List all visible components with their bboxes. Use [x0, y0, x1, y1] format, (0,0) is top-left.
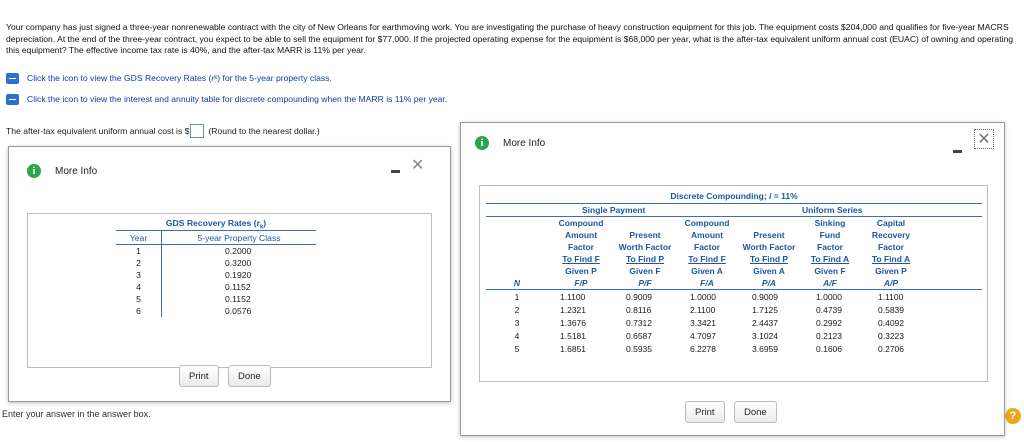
gds-link-var[interactable]: r: [211, 73, 215, 83]
factor-symbol: A/P: [883, 278, 899, 288]
factor-symbol: P/F: [638, 278, 652, 288]
window-header: [9, 151, 450, 191]
subheader-line: To Find F: [562, 254, 600, 264]
year-cell: 5: [116, 293, 162, 305]
header-line: Factor: [878, 242, 904, 252]
minimize-icon[interactable]: [391, 170, 400, 173]
caption-post: ): [263, 218, 267, 228]
value-cell: 3.3421: [690, 317, 716, 328]
value-cell: 0.9009: [752, 291, 778, 302]
header-line: Amount: [564, 230, 598, 240]
value-cell: 0.5839: [878, 304, 904, 315]
value-cell: 0.2123: [816, 330, 842, 341]
subheader-line: To Find P: [749, 254, 789, 264]
value-cell: 1.1100: [560, 291, 586, 302]
value-cell: 0.1606: [816, 343, 842, 354]
subheader-line: Given A: [691, 266, 723, 276]
value-cell: 0.3223: [878, 330, 904, 341]
header-ap: [860, 217, 922, 253]
subheader-line: To Find P: [625, 254, 665, 264]
window-title: More Info: [55, 165, 98, 177]
header-line: Compound: [558, 218, 604, 228]
footer-instruction: Enter your answer in the answer box.: [2, 409, 151, 419]
year-cell: 2: [116, 257, 162, 269]
rate-cell: 0.3200: [225, 258, 252, 268]
table-row: [116, 305, 316, 317]
value-cell: 1.6851: [560, 343, 586, 354]
value-cell: 4.7097: [690, 330, 716, 341]
year-cell: 6: [116, 305, 162, 317]
rate-cell: 0.1152: [225, 282, 251, 292]
n-cell: 2: [514, 304, 520, 315]
gds-link-pre[interactable]: Click the icon to view the GDS Recovery Rates (: [27, 73, 212, 83]
info-icon: i: [475, 136, 489, 150]
year-cell: 1: [116, 245, 162, 257]
factor-symbol: P/A: [761, 278, 777, 288]
subheader-line: To Find A: [871, 254, 911, 264]
question-prefix: The after-tax equivalent uniform annual cost is $: [6, 126, 190, 136]
gds-link-sub[interactable]: k: [214, 75, 218, 81]
value-cell: 1.0000: [690, 291, 716, 302]
header-line: Recovery: [871, 230, 911, 240]
header-pf: [614, 217, 676, 253]
rate-cell: 0.1920: [225, 270, 252, 280]
subheader-line: To Find F: [688, 254, 726, 264]
view-table-icon[interactable]: [6, 73, 19, 84]
value-cell: 0.5935: [626, 343, 652, 354]
table-row: [486, 303, 982, 316]
interest-table-link[interactable]: [6, 92, 447, 106]
question-suffix: (Round to the nearest dollar.): [208, 126, 320, 136]
factor-symbol: F/P: [574, 278, 588, 288]
header-row: [486, 217, 982, 253]
n-label: N: [513, 278, 521, 288]
group-uniform-series: Uniform Series: [802, 205, 863, 215]
value-cell: 0.9009: [626, 291, 652, 302]
gds-link-post[interactable]: ) for the 5-year property class.: [217, 73, 332, 83]
value-cell: 1.5181: [560, 330, 586, 341]
subheader-row: [486, 253, 982, 290]
header-line: Capital: [876, 218, 906, 228]
print-button[interactable]: Print: [179, 365, 219, 387]
header-line: Factor: [694, 242, 720, 252]
value-cell: 1.2321: [560, 304, 586, 315]
close-icon[interactable]: ✕: [974, 129, 994, 149]
subheader-line: To Find A: [810, 254, 850, 264]
subheader-line: Given P: [565, 266, 597, 276]
header-line: Worth Factor: [618, 242, 672, 252]
rate-cell: 0.0576: [225, 306, 252, 316]
n-cell: 3: [514, 317, 520, 328]
table-row: [116, 269, 316, 281]
discrete-compounding-table: [486, 191, 982, 355]
value-cell: 0.2706: [878, 343, 904, 354]
caption-var: r: [256, 218, 260, 228]
subheader-af: [800, 253, 860, 289]
table-row: [116, 293, 316, 305]
gds-recovery-table: [116, 218, 316, 317]
value-cell: 1.0000: [816, 291, 842, 302]
subheader-line: Given P: [875, 266, 907, 276]
header-line: Present: [753, 230, 785, 240]
header-af: [800, 217, 860, 253]
subheader-fp: [548, 253, 614, 289]
value-cell: 3.1024: [752, 330, 778, 341]
table-row: [486, 290, 982, 303]
header-fa: [676, 217, 738, 253]
header-pa: [738, 217, 800, 253]
value-cell: 0.2992: [816, 317, 842, 328]
caption-sub: k: [259, 224, 264, 231]
title-pre: Discrete Compounding;: [670, 191, 770, 201]
title-post: = 11%: [771, 191, 798, 201]
subheader-pf: [614, 253, 676, 289]
rate-cell: 0.2000: [225, 246, 252, 256]
header-fp: [548, 217, 614, 253]
col-year: Year: [116, 231, 162, 244]
print-button[interactable]: Print: [685, 401, 725, 423]
value-cell: 0.4092: [878, 317, 904, 328]
header-line: Factor: [568, 242, 594, 252]
n-cell: 5: [514, 343, 520, 354]
header-n: [486, 217, 548, 253]
n-cell: 1: [514, 291, 520, 302]
window-header: [461, 123, 1004, 163]
value-cell: 0.7312: [626, 317, 652, 328]
header-line: Present: [629, 230, 661, 240]
value-cell: 1.3676: [560, 317, 586, 328]
value-cell: 0.6587: [626, 330, 652, 341]
header-line: Fund: [819, 230, 841, 240]
answer-input[interactable]: [190, 124, 204, 138]
group-single-payment: Single Payment: [582, 205, 646, 215]
factor-symbol: F/A: [700, 278, 714, 288]
question-line: [6, 124, 320, 138]
n-cell: 4: [514, 330, 520, 341]
value-cell: 2.4437: [752, 317, 778, 328]
group-header-row: [486, 204, 982, 217]
close-icon[interactable]: ✕: [411, 157, 425, 174]
table-header: [116, 231, 316, 245]
header-line: Sinking: [814, 218, 846, 228]
subheader-pa: [738, 253, 800, 289]
value-cell: 0.8116: [626, 304, 652, 315]
info-icon: i: [27, 164, 41, 178]
value-cell: 1.7125: [752, 304, 778, 315]
table-row: [486, 342, 982, 355]
subheader-fa: [676, 253, 738, 289]
col-class: 5-year Property Class: [197, 232, 281, 243]
header-line: Worth Factor: [742, 242, 796, 252]
title-var: i: [769, 191, 772, 201]
caption-pre: GDS Recovery Rates (: [165, 218, 257, 228]
header-line: Factor: [817, 242, 843, 252]
problem-statement: Your company has just signed a three-year nonrenewable contract with the city of New Orleans for earthmoving work. You are investigating the purchase of heavy construction equipment for this job. The equipment costs $204,000 and qualifies for five-year MACRS depreciation. At the end of the three-year contract, you expect to be able to sell the equipment for $77,000. If the projected operating expense for the equipment is $68,000 per year, what is the after-tax equivalent uniform annual cost (EUAC) of owning and operating this equipment? The effective income tax rate is 40%, and the after-tax MARR is 11% per year.: [6, 22, 1014, 55]
done-button[interactable]: Done: [734, 401, 777, 423]
factor-symbol: A/F: [823, 278, 837, 288]
value-cell: 0.4739: [816, 304, 842, 315]
table-caption: [116, 218, 316, 231]
year-cell: 3: [116, 269, 162, 281]
header-line: Compound: [684, 218, 730, 228]
value-cell: 1.1100: [878, 291, 904, 302]
table-row: [486, 329, 982, 342]
subheader-line: Given F: [814, 266, 846, 276]
gds-rates-link[interactable]: [6, 71, 332, 85]
table-title: [486, 191, 982, 204]
table-row: [116, 245, 316, 257]
table-row: [116, 281, 316, 293]
minimize-icon[interactable]: [953, 150, 962, 153]
header-line: Amount: [690, 230, 724, 240]
view-table-icon[interactable]: [6, 94, 19, 105]
subheader-ap: [860, 253, 922, 289]
window-title: More Info: [503, 137, 546, 149]
subheader-line: Given A: [753, 266, 785, 276]
help-icon[interactable]: ?: [1005, 408, 1021, 424]
value-cell: 2.1100: [690, 304, 716, 315]
value-cell: 6.2278: [690, 343, 716, 354]
rate-cell: 0.1152: [225, 294, 251, 304]
value-cell: 3.6959: [752, 343, 778, 354]
table-row: [486, 316, 982, 329]
subheader-n: [486, 253, 548, 289]
done-button[interactable]: Done: [228, 365, 271, 387]
year-cell: 4: [116, 281, 162, 293]
subheader-line: Given F: [629, 266, 661, 276]
interest-link-text[interactable]: Click the icon to view the interest and annuity table for discrete compounding when the MARR is 11% per year.: [27, 94, 448, 104]
table-row: [116, 257, 316, 269]
